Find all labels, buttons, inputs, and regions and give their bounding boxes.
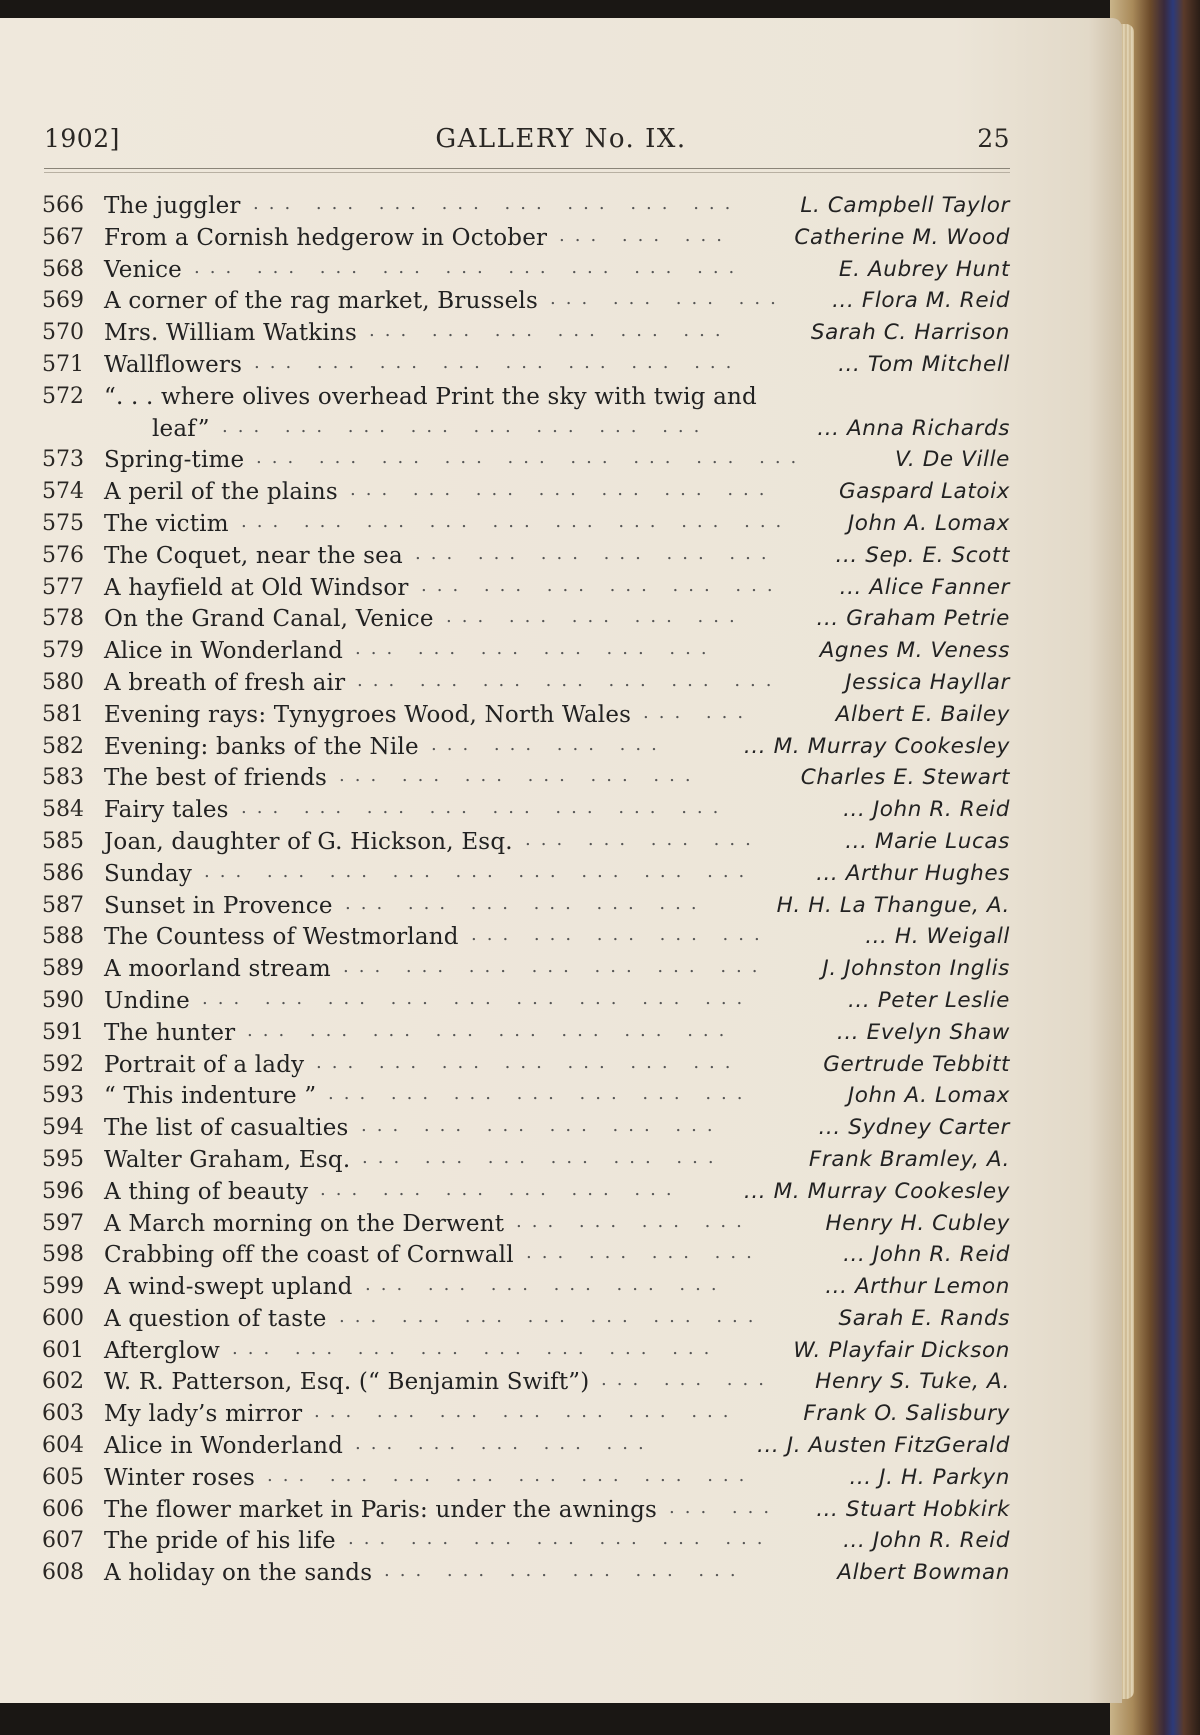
entry-title: The flower market in Paris: under the awnings: [104, 1496, 658, 1523]
entry-title: On the Grand Canal, Venice: [104, 606, 434, 633]
entry-artist: ... Evelyn Shaw: [836, 1019, 1010, 1045]
entry-artist: ... J. Austen FitzGerald: [757, 1433, 1010, 1459]
entry-number: 601: [42, 1337, 84, 1363]
catalogue-entry: [0, 1336, 1122, 1368]
entry-number: 571: [42, 351, 84, 377]
entry-number: 607: [42, 1528, 84, 1554]
entry-number: 569: [42, 288, 84, 314]
entry-title: Crabbing off the coast of Cornwall: [104, 1242, 514, 1269]
entry-number: 568: [42, 256, 84, 282]
entry-artist: ... Sydney Carter: [818, 1115, 1010, 1141]
dot-leader: ... ... ... ... ...: [446, 606, 745, 628]
catalogue-entry: [0, 1463, 1122, 1495]
entry-title-continuation: leaf”: [152, 415, 210, 442]
catalogue-entry: [0, 668, 1122, 700]
dot-leader: ... ... ... ... ... ...: [415, 542, 777, 564]
dot-leader: ... ... ... ... ...: [471, 924, 770, 946]
page-header: [0, 18, 1122, 188]
catalogue-entry: [0, 922, 1122, 954]
entry-title: The pride of his life: [104, 1528, 336, 1555]
entry-title: Wallflowers: [104, 351, 243, 378]
dot-leader: ... ... ... ... ... ...: [365, 1274, 727, 1296]
catalogue-entry: [0, 541, 1122, 573]
entry-number: 606: [42, 1496, 84, 1522]
dot-leader: ... ... ... ... ... ... ... ... ...: [202, 987, 753, 1009]
entry-title: A holiday on the sands: [104, 1560, 373, 1587]
dot-leader: ... ... ... ... ... ... ... ...: [247, 1019, 735, 1041]
dot-leader: ... ... ... ... ... ... ...: [314, 1401, 739, 1423]
catalogue-entry: [0, 1240, 1122, 1272]
entry-title: My lady’s mirror: [104, 1401, 303, 1428]
entry-artist: ... M. Murray Cookesley: [743, 733, 1010, 759]
entry-artist: Sarah E. Rands: [838, 1305, 1010, 1331]
catalogue-entry: [0, 255, 1122, 287]
catalogue-entry: [0, 700, 1122, 732]
dot-leader: ... ... ...: [601, 1369, 774, 1391]
catalogue-entry: [0, 509, 1122, 541]
dot-leader: ... ... ... ... ... ...: [355, 638, 717, 660]
dot-leader: ... ... ... ... ... ... ...: [343, 956, 768, 978]
dot-leader: ... ... ... ... ... ...: [320, 1178, 682, 1200]
entry-artist: John A. Lomax: [847, 1083, 1010, 1109]
catalogue-entry: [0, 732, 1122, 764]
entry-title: Fairy tales: [104, 797, 229, 824]
entry-title: Sunset in Provence: [104, 892, 333, 919]
dot-leader: ... ... ... ... ... ... ...: [348, 1528, 773, 1550]
entry-title: The juggler: [104, 193, 241, 219]
entry-title: Joan, daughter of G. Hickson, Esq.: [104, 828, 513, 855]
entry-number: 587: [42, 892, 84, 918]
entry-number: 582: [42, 733, 84, 759]
entry-title: A breath of fresh air: [104, 669, 346, 696]
dot-leader: ... ... ... ...: [550, 288, 786, 310]
dot-leader: ... ... ... ... ... ... ...: [328, 1083, 753, 1105]
entry-title: Alice in Wonderland: [104, 638, 344, 665]
entry-artist: ... Sep. E. Scott: [835, 542, 1010, 568]
dot-leader: ... ... ... ... ...: [355, 1433, 654, 1455]
entry-title: Mrs. William Watkins: [104, 320, 357, 347]
entry-number: 591: [42, 1019, 84, 1045]
entry-number: 592: [42, 1051, 84, 1077]
catalogue-entry: [0, 223, 1122, 255]
catalogue-entry: [0, 1145, 1122, 1177]
dot-leader: ... ... ... ... ... ... ... ... ...: [204, 860, 755, 882]
catalogue-entry: [0, 1304, 1122, 1336]
dot-leader: ... ... ... ... ... ... ... ...: [267, 1464, 755, 1486]
entry-title: The Countess of Westmorland: [104, 924, 459, 951]
entry-number: 585: [42, 828, 84, 854]
entry-number: 605: [42, 1464, 84, 1490]
entry-artist: Albert E. Bailey: [835, 701, 1010, 727]
catalogue-entry: [0, 1558, 1122, 1590]
entry-title: The Coquet, near the sea: [104, 542, 403, 569]
entry-number: 589: [42, 956, 84, 982]
entry-artist: ... M. Murray Cookesley: [743, 1178, 1010, 1204]
dot-leader: ... ... ... ... ... ...: [421, 574, 783, 596]
catalogue-entry: [0, 191, 1122, 223]
catalogue-entry: [0, 1495, 1122, 1527]
entry-number: 586: [42, 860, 84, 886]
catalogue-entry: [0, 827, 1122, 859]
entry-number: 578: [42, 606, 84, 632]
catalogue-page: [0, 18, 1122, 1703]
dot-leader: ... ... ... ... ... ... ... ... ...: [241, 510, 792, 532]
dot-leader: ... ... ... ... ... ... ... ...: [232, 1337, 720, 1359]
catalogue-entry: [0, 986, 1122, 1018]
catalogue-entry: [0, 1113, 1122, 1145]
catalogue-entry: [0, 604, 1122, 636]
catalogue-entry: [0, 1177, 1122, 1209]
header-year: 1902]: [44, 124, 120, 153]
entry-artist: Henry H. Cubley: [825, 1210, 1010, 1236]
entry-title: A March morning on the Derwent: [104, 1210, 505, 1237]
catalogue-entry: [0, 445, 1122, 477]
entry-artist: ... Peter Leslie: [847, 987, 1010, 1013]
dot-leader: ... ... ... ... ... ... ... ...: [241, 797, 729, 819]
entry-artist: ... Anna Richards: [817, 415, 1010, 441]
entry-artist: W. Playfair Dickson: [793, 1337, 1010, 1363]
entry-number: 579: [42, 638, 84, 664]
entry-title: Venice: [104, 256, 182, 283]
entry-artist: H. H. La Thangue, A.: [776, 892, 1010, 918]
entry-number: 581: [42, 701, 84, 727]
entry-title: Sunday: [104, 860, 193, 887]
entry-artist: Gaspard Latoix: [838, 479, 1010, 505]
entry-title: Evening rays: Tynygroes Wood, North Wales: [104, 701, 632, 728]
catalogue-entry: [0, 636, 1122, 668]
entry-number: 567: [42, 224, 84, 250]
entry-artist: Frank O. Salisbury: [803, 1401, 1010, 1427]
entry-artist: ... Alice Fanner: [839, 574, 1010, 600]
dot-leader: ... ... ... ...: [526, 1242, 762, 1264]
dot-leader: ... ... ... ...: [431, 733, 667, 755]
entry-number: 597: [42, 1210, 84, 1236]
catalogue-entry: [0, 1431, 1122, 1463]
entry-artist: ... John R. Reid: [843, 797, 1010, 823]
entry-number: 590: [42, 987, 84, 1013]
catalogue-entry: [0, 859, 1122, 891]
entry-title: A wind-swept upland: [104, 1274, 353, 1301]
entry-artist: Albert Bowman: [837, 1560, 1010, 1586]
entry-artist: ... Tom Mitchell: [838, 351, 1010, 377]
dot-leader: ... ... ... ... ... ... ... ...: [254, 351, 742, 373]
catalogue-entry: [0, 795, 1122, 827]
entry-artist: ... J. H. Parkyn: [849, 1464, 1010, 1490]
catalogue-entry: [0, 573, 1122, 605]
dot-leader: ... ...: [643, 701, 754, 723]
entry-artist: Sarah C. Harrison: [810, 320, 1010, 346]
entry-number: 603: [42, 1401, 84, 1427]
entry-number: 604: [42, 1433, 84, 1459]
catalogue-entry: [0, 1367, 1122, 1399]
entry-title: Evening: banks of the Nile: [104, 733, 419, 760]
entry-number: 602: [42, 1369, 84, 1395]
entry-number: 580: [42, 669, 84, 695]
header-title: GALLERY No. IX.: [435, 124, 687, 154]
entry-number: 584: [42, 797, 84, 823]
catalogue-entry: [0, 1272, 1122, 1304]
entry-artist: Frank Bramley, A.: [808, 1146, 1010, 1172]
entry-number: 596: [42, 1178, 84, 1204]
catalogue-entry: [0, 891, 1122, 923]
dot-leader: ... ... ... ...: [516, 1210, 752, 1232]
entry-title: A moorland stream: [104, 956, 331, 983]
entry-number: 572: [42, 383, 84, 409]
entry-number: 599: [42, 1274, 84, 1300]
entry-number: 570: [42, 320, 84, 346]
entry-title: Winter roses: [104, 1464, 256, 1491]
entry-number: 594: [42, 1115, 84, 1141]
dot-leader: ... ... ... ... ... ...: [362, 1146, 724, 1168]
entry-title: A hayfield at Old Windsor: [104, 574, 409, 601]
entry-title: The hunter: [104, 1019, 236, 1046]
dot-leader: ... ... ... ... ... ... ... ... ...: [256, 447, 807, 469]
entry-number: 574: [42, 479, 84, 505]
entry-title: A corner of the rag market, Brussels: [104, 288, 538, 315]
dot-leader: ... ... ... ...: [525, 828, 761, 850]
catalogue-entry: [0, 1018, 1122, 1050]
dot-leader: ... ... ... ... ... ... ...: [339, 1305, 764, 1327]
entry-artist: L. Campbell Taylor: [800, 193, 1010, 218]
catalogue-entry: [0, 1050, 1122, 1082]
entry-artist: E. Aubrey Hunt: [838, 256, 1010, 282]
catalogue-entry: [0, 1526, 1122, 1558]
entry-artist: ... Graham Petrie: [816, 606, 1010, 632]
entry-title: W. R. Patterson, Esq. (“ Benjamin Swift”): [104, 1369, 590, 1396]
catalogue-entry: [0, 318, 1122, 350]
dot-leader: ... ... ... ... ... ... ...: [350, 479, 775, 501]
entry-title: Walter Graham, Esq.: [104, 1146, 351, 1173]
entry-title: A question of taste: [104, 1305, 327, 1332]
entry-number: 583: [42, 765, 84, 791]
entry-artist: ... John R. Reid: [843, 1528, 1010, 1554]
entry-title: The best of friends: [104, 765, 328, 792]
entry-title: “ This indenture ”: [104, 1083, 317, 1110]
entry-artist: J. Johnston Inglis: [822, 956, 1010, 982]
entry-artist: Catherine M. Wood: [794, 224, 1010, 250]
entry-number: 588: [42, 924, 84, 950]
entry-artist: ... Stuart Hobkirk: [816, 1496, 1010, 1522]
dot-leader: ... ... ... ... ... ... ... ...: [222, 415, 710, 437]
entry-number: 575: [42, 510, 84, 536]
entry-title: From a Cornish hedgerow in October: [104, 224, 548, 251]
entry-number: 598: [42, 1242, 84, 1268]
entry-number: 573: [42, 447, 84, 473]
entry-artist: Jessica Hayllar: [845, 669, 1010, 695]
dot-leader: ... ... ... ... ... ... ... ...: [253, 193, 741, 214]
catalogue-entry: [0, 1081, 1122, 1113]
entry-artist: ... Arthur Hughes: [816, 860, 1010, 886]
entry-title: A peril of the plains: [104, 479, 338, 506]
catalogue-entry: [0, 382, 1122, 414]
catalogue-entry-continuation: [0, 414, 1122, 446]
dot-leader: ... ... ... ... ... ...: [361, 1115, 723, 1137]
entry-artist: ... Marie Lucas: [845, 828, 1010, 854]
entry-title: Spring-time: [104, 447, 245, 474]
dot-leader: ... ... ... ... ... ...: [345, 892, 707, 914]
dot-leader: ... ... ... ... ... ...: [339, 765, 701, 787]
entry-artist: Gertrude Tebbitt: [823, 1051, 1010, 1077]
dot-leader: ... ... ...: [559, 224, 732, 246]
entry-title: The list of casualties: [104, 1115, 349, 1142]
header-page-number: 25: [977, 124, 1010, 153]
entry-title: Afterglow: [104, 1337, 220, 1364]
entry-title: Undine: [104, 987, 190, 1014]
entry-artist: ... Arthur Lemon: [825, 1274, 1010, 1300]
dot-leader: ... ... ... ... ... ... ...: [357, 669, 782, 691]
dot-leader: ... ... ... ... ... ... ...: [316, 1051, 741, 1073]
header-rule: [44, 168, 1010, 173]
entry-number: 577: [42, 574, 84, 600]
entry-artist: John A. Lomax: [847, 510, 1010, 536]
catalogue-entry: [0, 286, 1122, 318]
entry-title: “. . . where olives overhead Print the sky with twig and: [104, 383, 757, 410]
entry-artist: ... H. Weigall: [865, 924, 1010, 950]
entry-number: 576: [42, 542, 84, 568]
entry-artist: ... John R. Reid: [843, 1242, 1010, 1268]
catalogue-entry: [0, 477, 1122, 509]
catalogue-entry: [0, 1209, 1122, 1241]
entry-artist: Henry S. Tuke, A.: [815, 1369, 1010, 1395]
catalogue-entries: [0, 191, 1122, 1590]
entry-title: A thing of beauty: [104, 1178, 309, 1205]
entry-title: The victim: [104, 510, 229, 537]
catalogue-entry: [0, 1399, 1122, 1431]
dot-leader: ... ... ... ... ... ...: [369, 320, 731, 342]
entry-number: 595: [42, 1146, 84, 1172]
entry-artist: Agnes M. Veness: [819, 638, 1010, 664]
entry-title: Portrait of a lady: [104, 1051, 305, 1078]
catalogue-entry: [0, 954, 1122, 986]
entry-title: Alice in Wonderland: [104, 1433, 344, 1460]
dot-leader: ... ... ... ... ... ...: [384, 1560, 746, 1582]
catalogue-entry: [0, 763, 1122, 795]
dot-leader: ... ... ... ... ... ... ... ... ...: [194, 256, 745, 278]
catalogue-entry: [0, 350, 1122, 382]
entry-artist: ... Flora M. Reid: [832, 288, 1010, 314]
entry-number: 593: [42, 1083, 84, 1109]
entry-artist: V. De Ville: [895, 447, 1010, 473]
entry-number: 608: [42, 1560, 84, 1586]
dot-leader: ... ...: [669, 1496, 780, 1518]
entry-number: 600: [42, 1305, 84, 1331]
entry-artist: Charles E. Stewart: [800, 765, 1010, 791]
entry-number: 566: [42, 193, 84, 218]
